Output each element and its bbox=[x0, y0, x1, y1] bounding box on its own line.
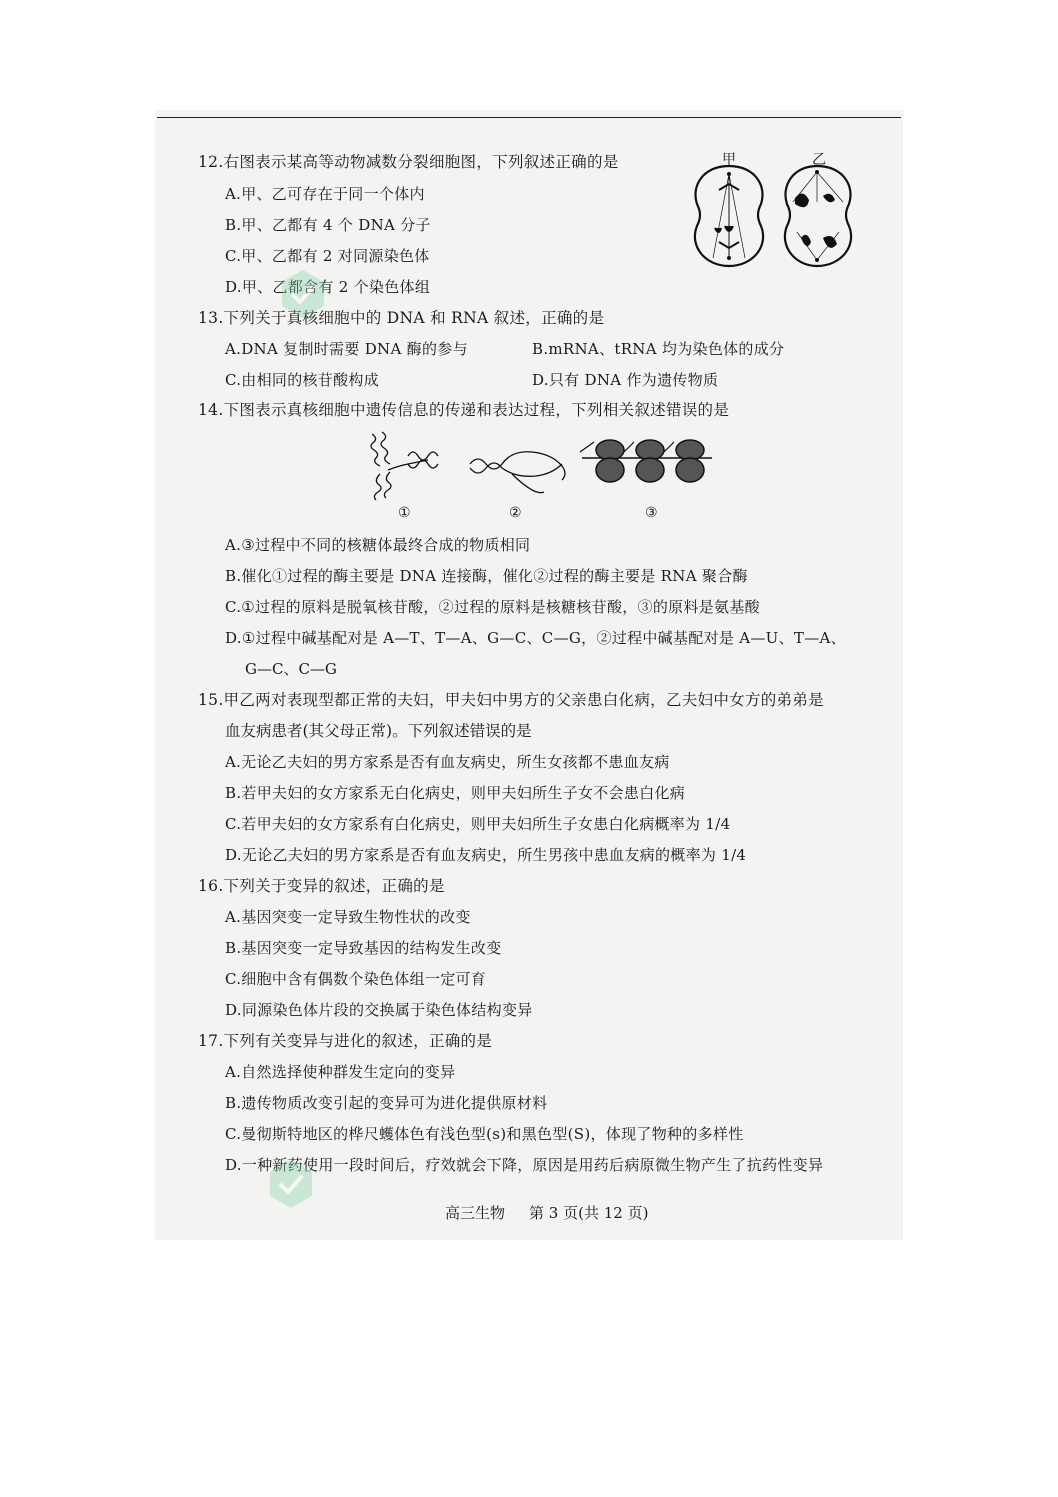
q15-stem-cont: 血友病患者(其父母正常)。下列叙述错误的是 bbox=[225, 722, 532, 740]
q12-option-a: A.甲、乙可存在于同一个体内 bbox=[225, 185, 425, 203]
q16-stem: 16.下列关于变异的叙述，正确的是 bbox=[198, 877, 445, 895]
q15-option-c: C.若甲夫妇的女方家系有白化病史，则甲夫妇所生子女患白化病概率为 1/4 bbox=[225, 815, 731, 833]
q14-option-a: A.③过程中不同的核糖体最终合成的物质相同 bbox=[225, 536, 531, 554]
q16-option-d: D.同源染色体片段的交换属于染色体结构变异 bbox=[225, 1001, 533, 1019]
q15-option-a: A.无论乙夫妇的男方家系是否有血友病史，所生女孩都不患血友病 bbox=[225, 753, 670, 771]
q12-fig-label-yi: 乙 bbox=[812, 152, 826, 168]
footer-subject: 高三生物 bbox=[445, 1204, 506, 1222]
q15-stem: 15.甲乙两对表现型都正常的夫妇，甲夫妇中男方的父亲患白化病，乙夫妇中女方的弟弟是 bbox=[198, 691, 824, 709]
q12-fig-label-jia: 甲 bbox=[722, 152, 736, 168]
q14-fig-label-1: ① bbox=[398, 505, 411, 521]
q13-stem: 13.下列关于真核细胞中的 DNA 和 RNA 叙述，正确的是 bbox=[198, 309, 605, 327]
q16-option-a: A.基因突变一定导致生物性状的改变 bbox=[225, 908, 471, 926]
q17-option-b: B.遗传物质改变引起的变异可为进化提供原材料 bbox=[225, 1094, 548, 1112]
watermark-logo-icon-bottom bbox=[268, 1158, 314, 1210]
q17-option-c: C.曼彻斯特地区的桦尺蠖体色有浅色型(s)和黑色型(S)，体现了物种的多样性 bbox=[225, 1125, 744, 1143]
q16-option-b: B.基因突变一定导致基因的结构发生改变 bbox=[225, 939, 502, 957]
q17-option-a: A.自然选择使种群发生定向的变异 bbox=[225, 1063, 456, 1081]
q14-option-c: C.①过程的原料是脱氧核苷酸，②过程的原料是核糖核苷酸，③的原料是氨基酸 bbox=[225, 598, 760, 616]
q14-option-d: D.①过程中碱基配对是 A—T、T—A、G—C、C—G，②过程中碱基配对是 A—U、T—A、 bbox=[225, 629, 846, 647]
q12-option-b: B.甲、乙都有 4 个 DNA 分子 bbox=[225, 216, 431, 234]
q14-fig-label-3: ③ bbox=[645, 505, 658, 521]
q12-stem: 12.右图表示某高等动物减数分裂细胞图，下列叙述正确的是 bbox=[198, 153, 619, 171]
q16-option-c: C.细胞中含有偶数个染色体组一定可育 bbox=[225, 970, 487, 988]
q12-option-c: C.甲、乙都有 2 对同源染色体 bbox=[225, 247, 430, 265]
watermark-logo-icon bbox=[280, 268, 326, 320]
q13-option-d: D.只有 DNA 作为遗传物质 bbox=[532, 371, 719, 389]
q14-stem: 14.下图表示真核细胞中遗传信息的传递和表达过程，下列相关叙述错误的是 bbox=[198, 401, 730, 419]
q13-option-c: C.由相同的核苷酸构成 bbox=[225, 371, 380, 389]
q17-stem: 17.下列有关变异与进化的叙述，正确的是 bbox=[198, 1032, 493, 1050]
q14-option-b: B.催化①过程的酶主要是 DNA 连接酶，催化②过程的酶主要是 RNA 聚合酶 bbox=[225, 567, 748, 585]
q14-gene-expression-figure bbox=[362, 428, 717, 504]
q15-option-d: D.无论乙夫妇的男方家系是否有血友病史，所生男孩中患血友病的概率为 1/4 bbox=[225, 846, 747, 864]
q14-option-d-cont: G—C、C—G bbox=[245, 660, 337, 678]
q17-option-d: D.一种新药使用一段时间后，疗效就会下降，原因是用药后病原微生物产生了抗药性变异 bbox=[225, 1156, 824, 1174]
page-footer bbox=[445, 1202, 672, 1223]
q14-fig-label-2: ② bbox=[509, 505, 522, 521]
header-rule bbox=[157, 117, 901, 118]
q15-option-b: B.若甲夫妇的女方家系无白化病史，则甲夫妇所生子女不会患白化病 bbox=[225, 784, 686, 802]
q12-cell-division-figure bbox=[683, 162, 863, 270]
q12-option-d: D.甲、乙都含有 2 个染色体组 bbox=[225, 278, 431, 296]
q13-option-b: B.mRNA、tRNA 均为染色体的成分 bbox=[532, 340, 785, 358]
footer-page-number: 第 3 页(共 12 页) bbox=[529, 1204, 649, 1222]
q13-option-a: A.DNA 复制时需要 DNA 酶的参与 bbox=[225, 340, 468, 358]
